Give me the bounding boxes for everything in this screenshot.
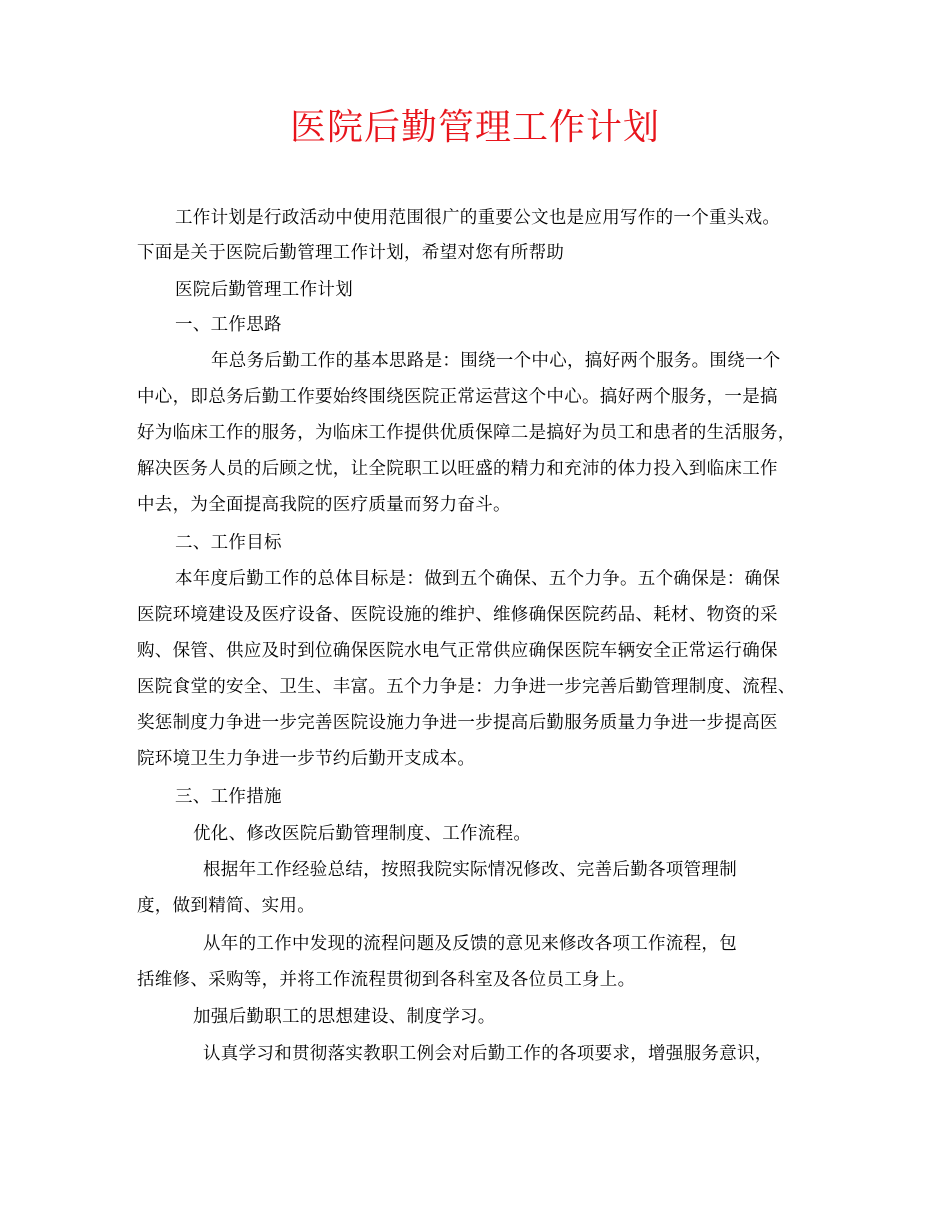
- paragraph-line: 中去，为全面提高我院的医疗质量而努力奋斗。: [137, 495, 511, 515]
- paragraph-line: 医院后勤管理工作计划: [175, 280, 353, 300]
- paragraph-line: 年总务后勤工作的基本思路是：围绕一个中心，搞好两个服务。围绕一个: [211, 351, 781, 371]
- section-heading: 三、工作措施: [175, 787, 282, 807]
- paragraph-line: 认真学习和贯彻落实教职工例会对后勤工作的各项要求，增强服务意识，: [203, 1044, 773, 1064]
- paragraph-line: 奖惩制度力争进一步完善医院设施力争进一步提高后勤服务质量力争进一步提高医: [137, 713, 778, 733]
- paragraph-line: 括维修、采购等，并将工作流程贯彻到各科室及各位员工身上。: [137, 970, 636, 990]
- paragraph-line: 根据年工作经验总结，按照我院实际情况修改、完善后勤各项管理制: [203, 860, 737, 880]
- paragraph-line: 度，做到精简、实用。: [137, 896, 315, 916]
- paragraph-line: 购、保管、供应及时到位确保医院水电气正常供应确保医院车辆安全正常运行确保: [137, 641, 778, 661]
- paragraph-line: 中心，即总务后勤工作要始终围绕医院正常运营这个中心。搞好两个服务，一是搞: [137, 387, 778, 407]
- paragraph-line: 本年度后勤工作的总体目标是：做到五个确保、五个力争。五个确保是：确保: [175, 569, 781, 589]
- paragraph-line: 解决医务人员的后顾之忧，让全院职工以旺盛的精力和充沛的体力投入到临床工作: [137, 459, 778, 479]
- paragraph-line: 医院环境建设及医疗设备、医院设施的维护、维修确保医院药品、耗材、物资的采: [137, 605, 778, 625]
- paragraph-line: 医院食堂的安全、卫生、丰富。五个力争是：力争进一步完善后勤管理制度、流程、: [137, 677, 796, 697]
- paragraph-line: 从年的工作中发现的流程问题及反馈的意见来修改各项工作流程，包: [203, 934, 737, 954]
- section-heading: 二、工作目标: [175, 533, 282, 553]
- paragraph-line: 下面是关于医院后勤管理工作计划，希望对您有所帮助: [137, 243, 565, 263]
- paragraph-line: 好为临床工作的服务，为临床工作提供优质保障二是搞好为员工和患者的生活服务，: [137, 423, 796, 443]
- paragraph-line: 院环境卫生力争进一步节约后勤开支成本。: [137, 749, 476, 769]
- paragraph-line: 优化、修改医院后勤管理制度、工作流程。: [193, 824, 532, 844]
- paragraph-line: 加强后勤职工的思想建设、制度学习。: [193, 1007, 496, 1027]
- paragraph-line: 工作计划是行政活动中使用范围很广的重要公文也是应用写作的一个重头戏。: [175, 208, 781, 228]
- page-title: 医院后勤管理工作计划: [289, 107, 660, 148]
- section-heading: 一、工作思路: [175, 315, 282, 335]
